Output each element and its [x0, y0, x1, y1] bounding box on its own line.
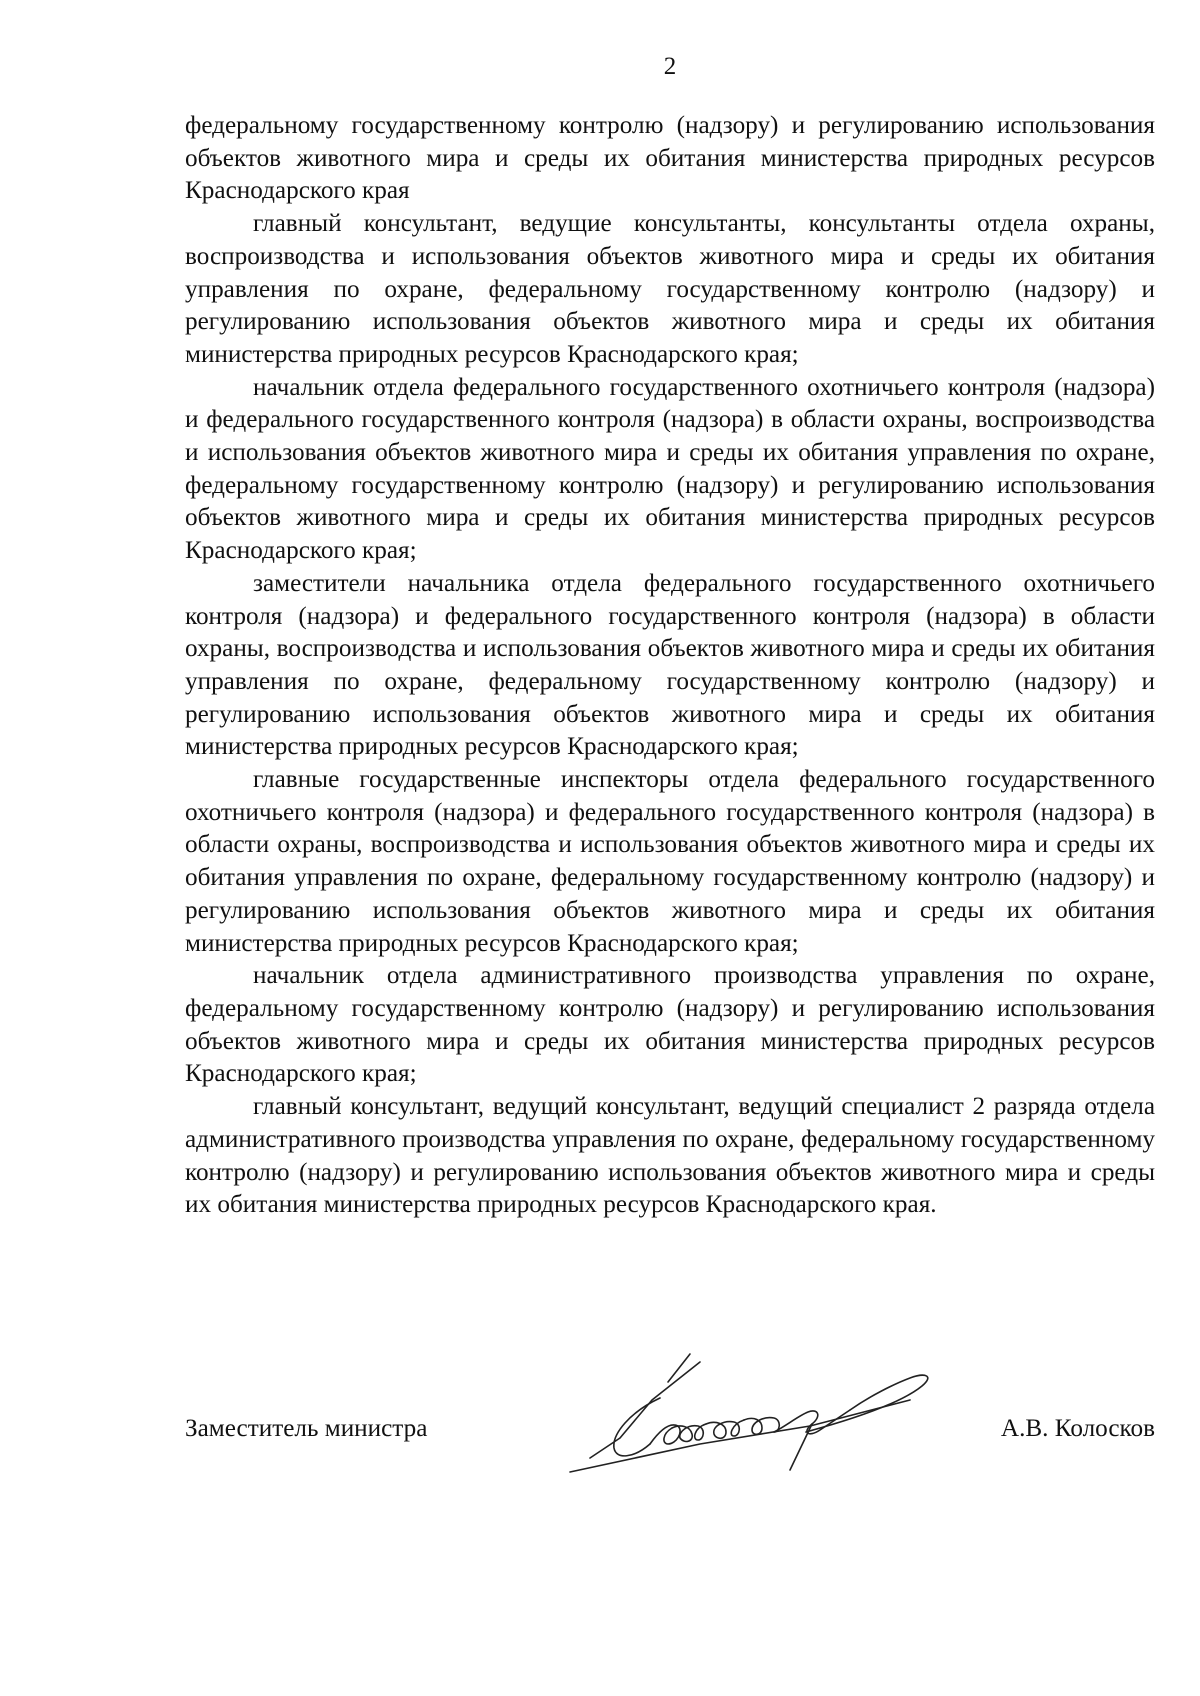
- paragraph: федеральному государственному контролю (надзору) и регулированию использования объектов животного мира и среды их обитания министерства природных ресурсов Краснодарского края: [185, 112, 1155, 205]
- page-number: 2: [663, 53, 677, 80]
- paragraph: главные государственные инспекторы отдела федерального государственного охотничьего контроля (надзора) и федерального государственного контроля (надзора) в области охраны, воспроизводства и использования объектов животного мира и среды их обитания управления по охране, федеральному государственному контролю (надзору) и регулированию использования объектов животного мира и среды их обитания министерства природных ресурсов Краснодарского края;: [185, 766, 1155, 957]
- paragraph: главный консультант, ведущий консультант, ведущий специалист 2 разряда отдела административного производства управления по охране, федеральному государственному контролю (надзору) и регулированию использования объектов животного мира и среды их обитания министерства природных ресурсов Краснодарского края.: [185, 1093, 1155, 1219]
- paragraph: начальник отдела федерального государственного охотничьего контроля (надзора) и федерального государственного контроля (надзора) в области охраны, воспроизводства и использования объектов животного мира и среды их обитания управления по охране, федеральному государственному контролю (надзору) и регулированию использования объектов животного мира и среды их обитания министерства природных ресурсов Краснодарского края;: [185, 373, 1155, 565]
- handwritten-signature-icon: [550, 1340, 970, 1490]
- paragraph: главный консультант, ведущие консультанты, консультанты отдела охраны, воспроизводства и использования объектов животного мира и среды их обитания управления по охране, федеральному государственному контролю (надзору) и регулированию использования объектов животного мира и среды их обитания министерства природных ресурсов Краснодарского края;: [185, 210, 1155, 368]
- signature-block: [185, 1340, 1155, 1470]
- paragraph: начальник отдела административного производства управления по охране, федеральному государственному контролю (надзору) и регулированию использования объектов животного мира и среды их обитания министерства природных ресурсов Краснодарского края;: [185, 962, 1155, 1088]
- signatory-name: А.В. Колосков: [1000, 1415, 1155, 1442]
- document-body: [185, 110, 1155, 1222]
- signatory-position: Заместитель министра: [185, 1415, 428, 1442]
- paragraph: заместители начальника отдела федерального государственного охотничьего контроля (надзора) и федерального государственного контроля (надзора) в области охраны, воспроизводства и использования объектов животного мира и среды их обитания управления по охране, федеральному государственному контролю (надзору) и регулированию использования объектов животного мира и среды их обитания министерства природных ресурсов Краснодарского края;: [185, 569, 1155, 761]
